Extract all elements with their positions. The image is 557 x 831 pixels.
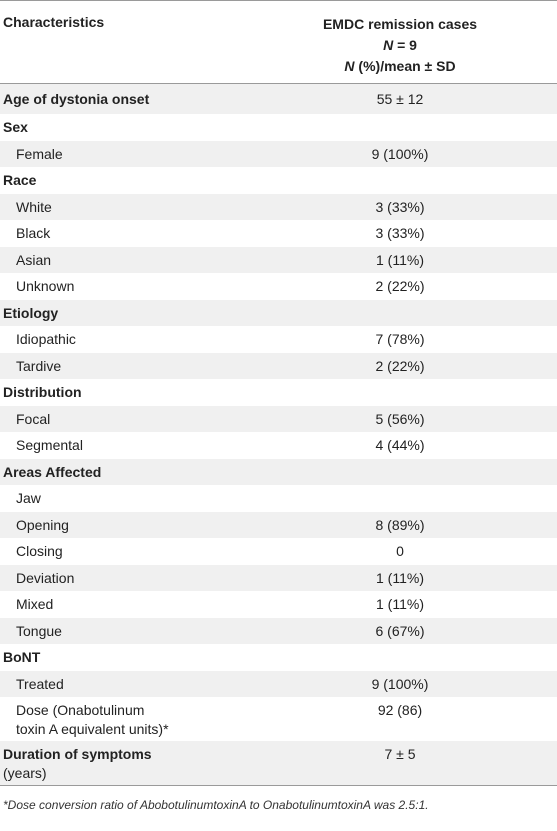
table-row — [0, 300, 557, 327]
table-row — [0, 220, 557, 247]
row-value: 3 (33%) — [375, 198, 425, 215]
row-label: Segmental — [16, 437, 83, 454]
row-value: 92 (86) — [377, 702, 423, 718]
row-label: Focal — [16, 410, 51, 427]
table-row — [0, 406, 557, 433]
row-label: Tongue — [16, 622, 62, 639]
row-label: Jaw — [16, 490, 41, 507]
header-characteristics: Characteristics — [3, 14, 105, 30]
header-stat-format — [300, 56, 500, 77]
row-label: Distribution — [3, 384, 82, 401]
table-row — [0, 84, 557, 114]
table-row — [0, 538, 557, 565]
row-label: Treated — [16, 675, 64, 692]
row-value: 8 (89%) — [375, 516, 425, 533]
row-label-line1: Dose (Onabotulinum — [16, 702, 145, 718]
table-row — [0, 114, 557, 141]
row-label: Female — [16, 145, 63, 162]
table-row — [0, 644, 557, 671]
table-header — [0, 0, 557, 84]
table-row — [0, 512, 557, 539]
row-value: 4 (44%) — [375, 437, 425, 454]
row-label: Closing — [16, 543, 63, 560]
table-row — [0, 167, 557, 194]
table-row — [0, 353, 557, 380]
row-value: 9 (100%) — [371, 675, 429, 692]
row-value: 2 (22%) — [375, 278, 425, 295]
row-value: 1 (11%) — [376, 596, 424, 613]
table-row — [0, 671, 557, 698]
table-row — [0, 194, 557, 221]
header-emdc-title: EMDC remission cases — [322, 16, 478, 32]
row-label: Tardive — [16, 357, 62, 374]
row-label: Mixed — [16, 596, 54, 613]
table-row — [0, 247, 557, 274]
row-label-line2: toxin A equivalent units)* — [16, 721, 169, 737]
row-label: Areas Affected — [3, 463, 102, 480]
row-value: 7 (78%) — [375, 331, 425, 348]
header-n-symbol: N — [383, 37, 394, 53]
header-emdc — [300, 14, 500, 77]
row-label — [0, 745, 300, 783]
table-row — [0, 565, 557, 592]
table-row — [0, 618, 557, 645]
row-value: 7 ± 5 — [384, 746, 416, 762]
row-value: 3 (33%) — [375, 225, 425, 242]
row-value: 0 — [396, 543, 404, 560]
table-footnote: *Dose conversion ratio of AbobotulinumtoxinA to OnabotulinumtoxinA was 2.5:1. — [3, 798, 429, 812]
table-row — [0, 273, 557, 300]
row-value: 5 (56%) — [375, 410, 425, 427]
header-n-count — [300, 35, 500, 56]
table-row — [0, 379, 557, 406]
row-label: BoNT — [3, 649, 41, 666]
row-value: 9 (100%) — [371, 145, 429, 162]
row-label — [0, 701, 300, 739]
row-label-line1: Duration of symptoms — [3, 746, 152, 762]
table-row — [0, 697, 557, 741]
row-label: Idiopathic — [16, 331, 76, 348]
header-stat-rest: (%)/mean ± SD — [354, 58, 456, 74]
row-label: Asian — [16, 251, 52, 268]
row-value: 1 (11%) — [376, 251, 424, 268]
row-label: Opening — [16, 516, 69, 533]
table-row — [0, 141, 557, 168]
row-label: Unknown — [16, 278, 75, 295]
row-label: Etiology — [3, 304, 59, 321]
table-row — [0, 591, 557, 618]
row-value: 2 (22%) — [375, 357, 425, 374]
table-row — [0, 432, 557, 459]
row-label: Age of dystonia onset — [3, 91, 150, 107]
row-value: 1 (11%) — [376, 569, 424, 586]
table-row — [0, 459, 557, 486]
row-label-line2: (years) — [3, 765, 47, 781]
row-value: 6 (67%) — [375, 622, 425, 639]
row-label: Black — [16, 225, 51, 242]
table-row — [0, 326, 557, 353]
header-stat-n-symbol: N — [344, 58, 355, 74]
row-label: Deviation — [16, 569, 75, 586]
table-body — [0, 84, 557, 786]
table-row — [0, 741, 557, 785]
row-label: Sex — [3, 119, 28, 136]
row-label: White — [16, 198, 52, 215]
row-label: Race — [3, 172, 37, 189]
table-row — [0, 485, 557, 512]
row-value: 55 ± 12 — [376, 91, 424, 107]
header-n-value: = 9 — [393, 37, 417, 53]
